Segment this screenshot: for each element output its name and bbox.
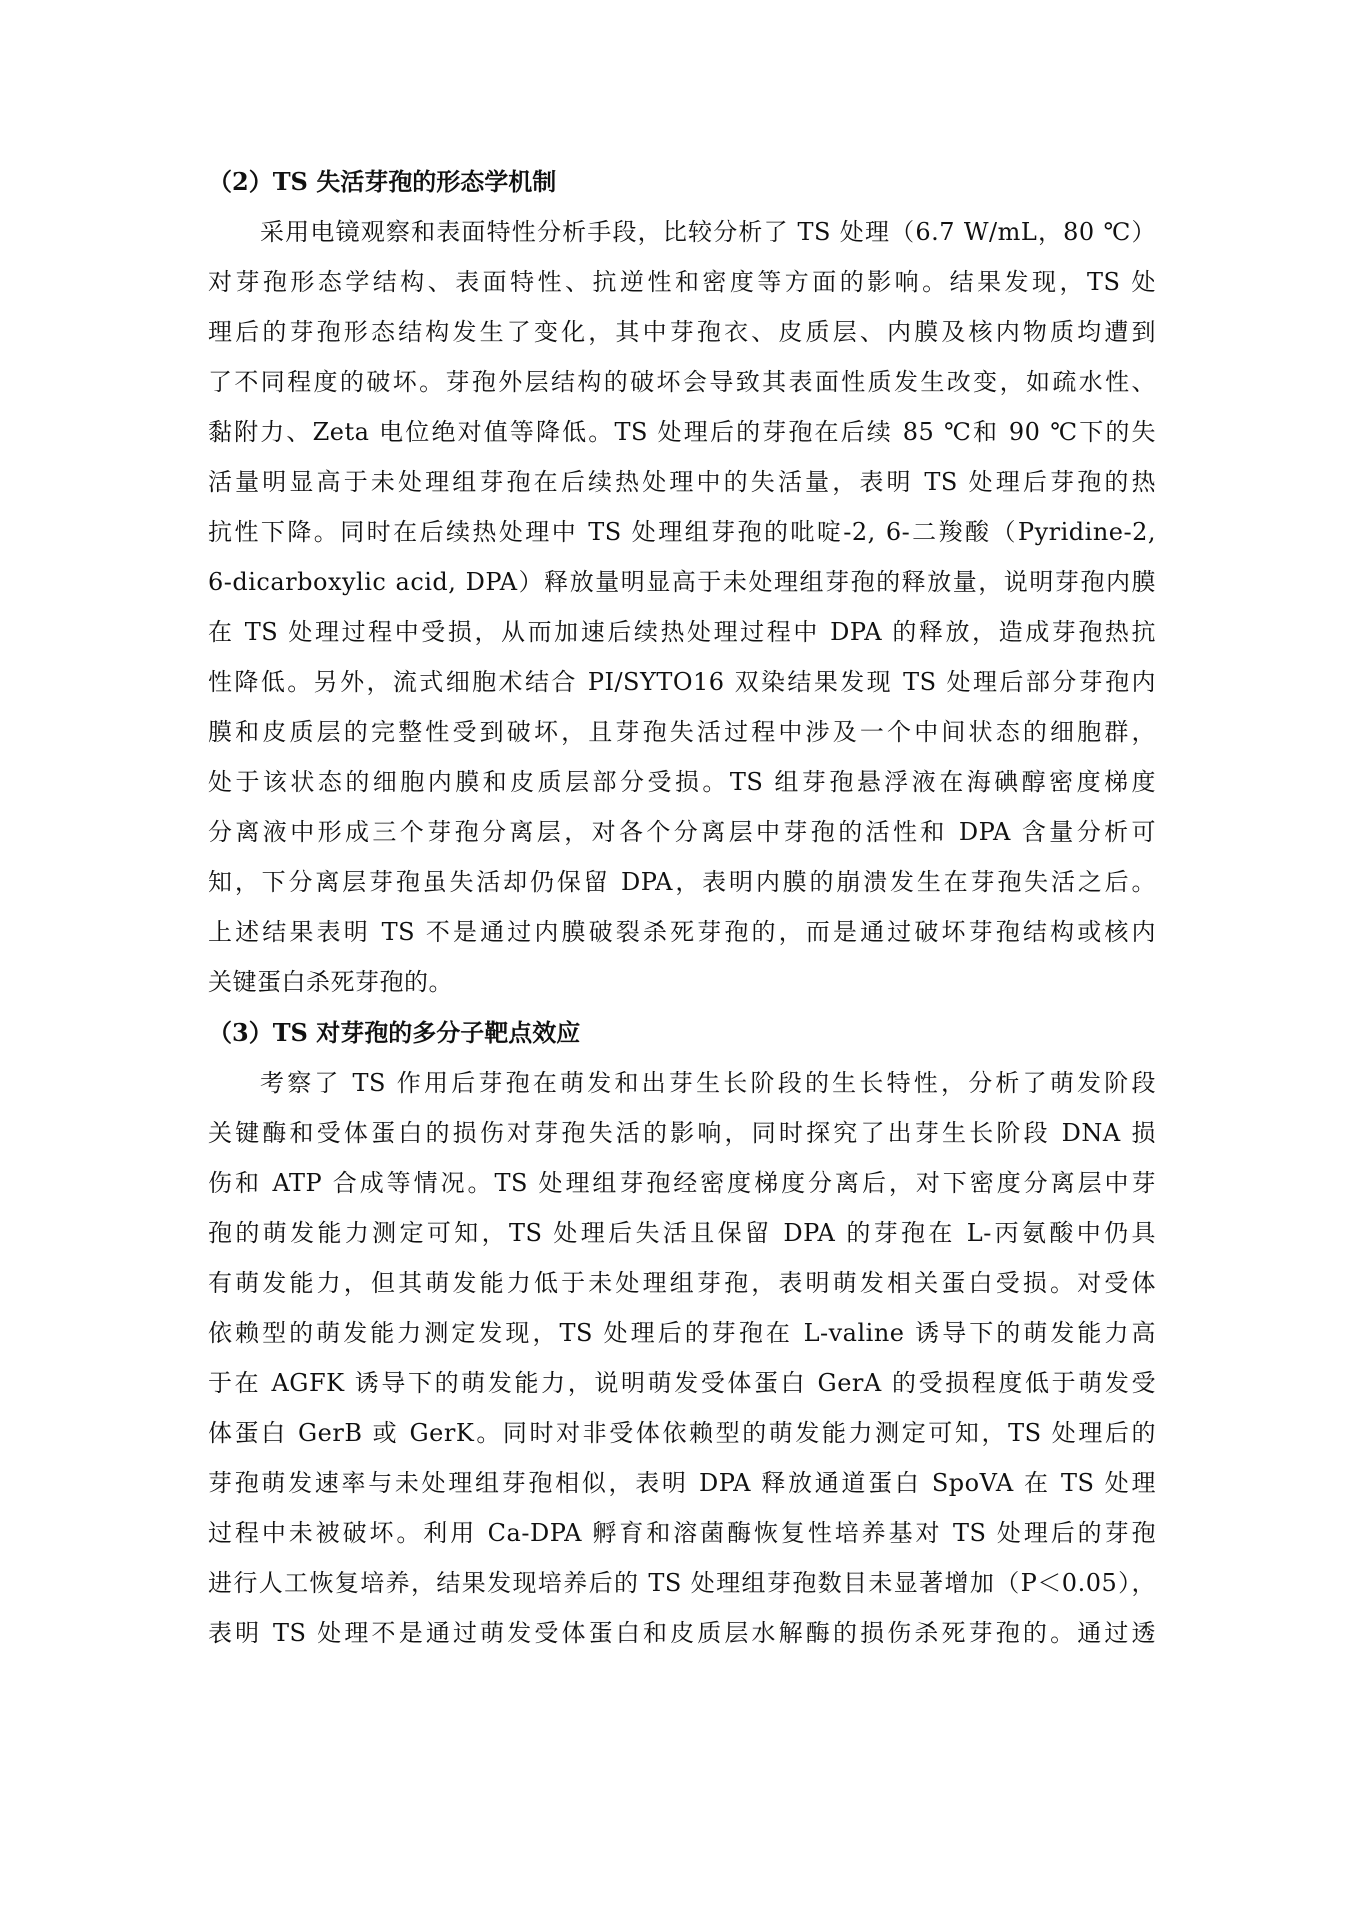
text-line: 性降低。另外，流式细胞术结合 PI/SYTO16 双染结果发现 TS 处理后部分芽孢内 <box>208 668 1156 696</box>
text-line: 于在 AGFK 诱导下的萌发能力，说明萌发受体蛋白 GerA 的受损程度低于萌发受 <box>208 1369 1156 1397</box>
text-line: 采用电镜观察和表面特性分析手段，比较分析了 TS 处理（6.7 W/mL，80 ℃） <box>260 218 1156 246</box>
text-line: 上述结果表明 TS 不是通过内膜破裂杀死芽孢的，而是通过破坏芽孢结构或核内 <box>208 918 1156 946</box>
section-heading-molecular-targets: （3）TS 对芽孢的多分子靶点效应 <box>208 1018 581 1047</box>
text-line: 伤和 ATP 合成等情况。TS 处理组芽孢经密度梯度分离后，对下密度分离层中芽 <box>208 1169 1156 1197</box>
text-line: 关键蛋白杀死芽孢的。 <box>208 968 453 996</box>
text-line: 有萌发能力，但其萌发能力低于未处理组芽孢，表明萌发相关蛋白受损。对受体 <box>208 1269 1156 1297</box>
text-line: 在 TS 处理过程中受损，从而加速后续热处理过程中 DPA 的释放，造成芽孢热抗 <box>208 618 1156 646</box>
text-line: 知，下分离层芽孢虽失活却仍保留 DPA，表明内膜的崩溃发生在芽孢失活之后。 <box>208 868 1156 896</box>
text-line: 6-dicarboxylic acid, DPA）释放量明显高于未处理组芽孢的释放量，说明芽孢内膜 <box>208 568 1156 596</box>
text-line: 体蛋白 GerB 或 GerK。同时对非受体依赖型的萌发能力测定可知，TS 处理后的 <box>208 1419 1156 1447</box>
text-line: 表明 TS 处理不是通过萌发受体蛋白和皮质层水解酶的损伤杀死芽孢的。通过透 <box>208 1619 1156 1647</box>
text-line: 理后的芽孢形态结构发生了变化，其中芽孢衣、皮质层、内膜及核内物质均遭到 <box>208 318 1156 346</box>
text-line: 分离液中形成三个芽孢分离层，对各个分离层中芽孢的活性和 DPA 含量分析可 <box>208 818 1156 846</box>
text-line: 黏附力、Zeta 电位绝对值等降低。TS 处理后的芽孢在后续 85 ℃和 90 ℃下的失 <box>208 418 1156 446</box>
text-line: 膜和皮质层的完整性受到破坏，且芽孢失活过程中涉及一个中间状态的细胞群， <box>208 718 1156 746</box>
text-line: 孢的萌发能力测定可知，TS 处理后失活且保留 DPA 的芽孢在 L-丙氨酸中仍具 <box>208 1219 1156 1247</box>
text-line: 芽孢萌发速率与未处理组芽孢相似，表明 DPA 释放通道蛋白 SpoVA 在 TS 处理 <box>208 1469 1156 1497</box>
page-content <box>208 156 1156 1658</box>
text-line: 考察了 TS 作用后芽孢在萌发和出芽生长阶段的生长特性，分析了萌发阶段 <box>260 1069 1156 1097</box>
text-line: 对芽孢形态学结构、表面特性、抗逆性和密度等方面的影响。结果发现，TS 处 <box>208 268 1156 296</box>
text-line: 了不同程度的破坏。芽孢外层结构的破坏会导致其表面性质发生改变，如疏水性、 <box>208 368 1156 396</box>
text-line: 进行人工恢复培养，结果发现培养后的 TS 处理组芽孢数目未显著增加（P＜0.05）， <box>208 1569 1156 1597</box>
paragraph-molecular-targets <box>208 1058 1156 1658</box>
text-line: 抗性下降。同时在后续热处理中 TS 处理组芽孢的吡啶-2, 6-二羧酸（Pyridine-2, <box>208 518 1156 546</box>
text-line: 活量明显高于未处理组芽孢在后续热处理中的失活量，表明 TS 处理后芽孢的热 <box>208 468 1156 496</box>
text-line: 依赖型的萌发能力测定发现，TS 处理后的芽孢在 L-valine 诱导下的萌发能力高 <box>208 1319 1156 1347</box>
text-line: 过程中未被破坏。利用 Ca-DPA 孵育和溶菌酶恢复性培养基对 TS 处理后的芽孢 <box>208 1519 1156 1547</box>
paragraph-morphology <box>208 207 1156 1007</box>
text-line: 关键酶和受体蛋白的损伤对芽孢失活的影响，同时探究了出芽生长阶段 DNA 损 <box>208 1119 1156 1147</box>
text-line: 处于该状态的细胞内膜和皮质层部分受损。TS 组芽孢悬浮液在海碘醇密度梯度 <box>208 768 1156 796</box>
section-heading-morphology: （2）TS 失活芽孢的形态学机制 <box>208 167 557 196</box>
